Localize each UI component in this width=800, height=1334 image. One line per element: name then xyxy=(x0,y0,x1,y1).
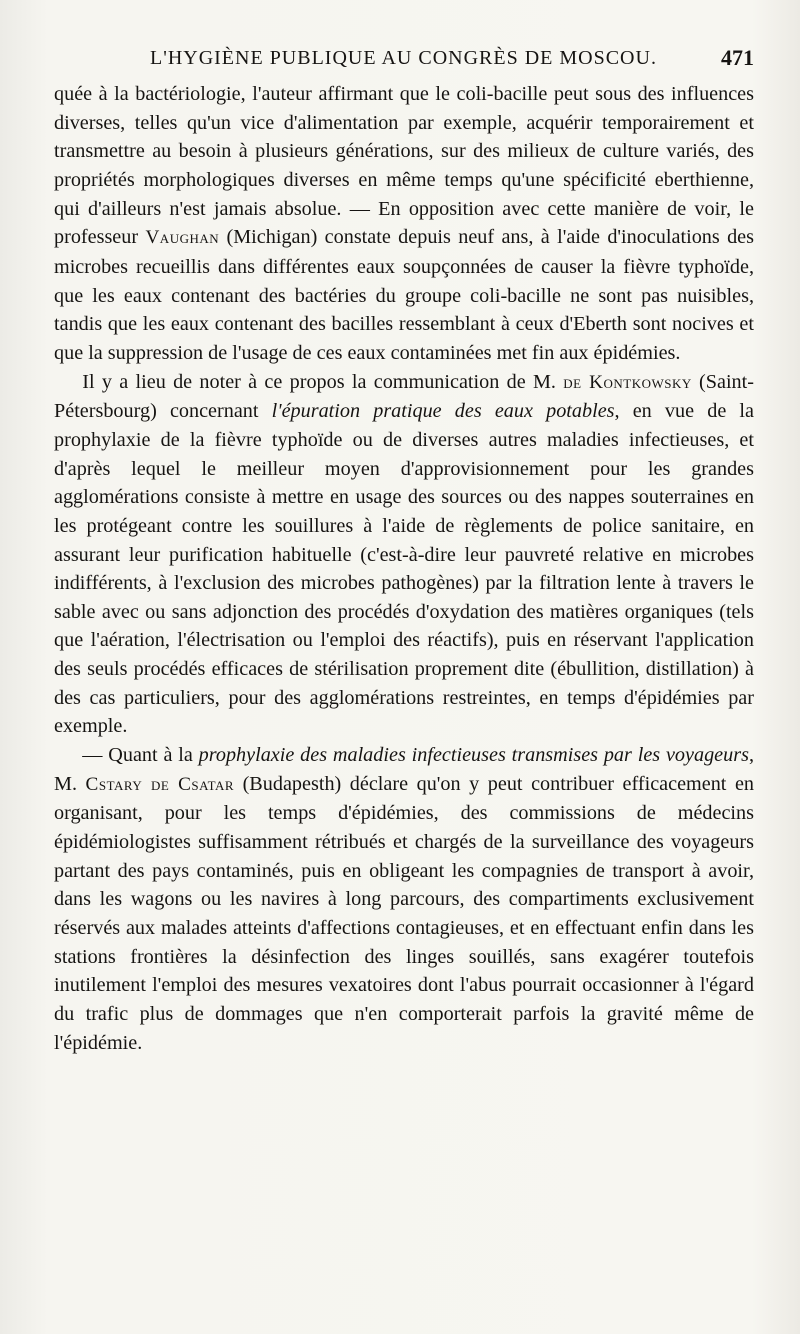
running-title: L'HYGIÈNE PUBLIQUE AU CONGRÈS DE MOSCOU. xyxy=(150,47,657,69)
text-run: Il y a lieu de noter à ce propos la communication de M. xyxy=(82,370,564,393)
running-head xyxy=(54,36,754,80)
paragraph-vaughan xyxy=(54,80,754,368)
page-number: 471 xyxy=(721,45,754,70)
text-run: , M. xyxy=(54,744,754,795)
italic-phrase: prophylaxie des maladies infectieuses transmises par les voyageurs xyxy=(198,744,749,767)
italic-phrase: l'épuration pratique des eaux potables xyxy=(271,400,615,423)
paragraph-kontkowsky xyxy=(54,368,754,742)
proper-name: Vaughan xyxy=(145,227,220,249)
proper-name: de Kontkowsky xyxy=(563,371,692,393)
text-run: — Quant à la xyxy=(82,744,199,767)
proper-name: Cstary de Csatar xyxy=(85,773,235,795)
text-run: (Budapesth) déclare qu'on y peut contribuer efficacement en organisant, pour les temps d'épidémies, des commissions de médecins épidémiologistes suffisamment rétribués et chargés de la surveillance des voyageurs partant des pays contaminés, puis en obligeant les compagnies de transport à avoir, dans les wagons ou les navires à long parcours, des compartiments exclusivement réservés aux malades atteints d'affections contagieuses, et en effectuant enfin dans les stations frontières la désinfection des linges souillés, sans exagérer toutefois inutilement l'emploi des mesures vexatoires dont l'abus pourrait occasionner à l'égard du trafic plus de dommages que n'en comporterait parfois la gravité même de l'épidémie. xyxy=(54,772,755,1054)
text-run: quée à la bactériologie, l'auteur affirmant que le coli-bacille peut sous des influences diverses, telles qu'un vice d'alimentation par exemple, acquérir temporairement et transmettre au besoin à plusieurs générations, sur des milieux de culture variés, des propriétés morphologiques diverses en même temps qu'une spécificité eberthienne, qui d'ailleurs n'est jamais absolue. — En opposition avec cette manière de voir, le professeur xyxy=(54,83,754,249)
body-text xyxy=(54,80,754,1057)
text-run: , en vue de la prophylaxie de la fièvre typhoïde ou de diverses autres maladies infectieuses, et d'après lequel le meilleur moyen d'approvisionnement pour les grandes agglomérations consiste à mettre en usage des sources ou des nappes souterraines en les protégeant contre les souillures à l'aide de règlements de police sanitaire, en assurant leur purification habituelle (c'est-à-dire leur pauvreté relative en microbes indifférents, à l'exclusion des microbes pathogènes) par la filtration lente à travers le sable avec ou sans adjonction des procédés d'oxydation des matières organiques (tels que l'aération, l'électrisation ou l'emploi des réactifs), puis en réservant l'application des seuls procédés efficaces de stérilisation proprement dite (ébullition, distillation) à des cas particuliers, pour des agglomérations restreintes, en temps d'épidémies par exemple. xyxy=(54,400,754,738)
text-run: (Saint-Pétersbourg) concernant xyxy=(54,370,754,423)
paragraph-csatar xyxy=(54,741,754,1057)
text-run: (Michigan) constate depuis neuf ans, à l'aide d'inoculations des microbes recueillis dans différentes eaux soupçonnées de causer la fièvre typhoïde, que les eaux contenant des bactéries du groupe coli-bacille ne sont pas nuisibles, tandis que les eaux contenant des bacilles ressemblant à ceux d'Eberth sont nocives et que la suppression de l'usage de ces eaux contaminées met fin aux épidémies. xyxy=(54,226,755,364)
